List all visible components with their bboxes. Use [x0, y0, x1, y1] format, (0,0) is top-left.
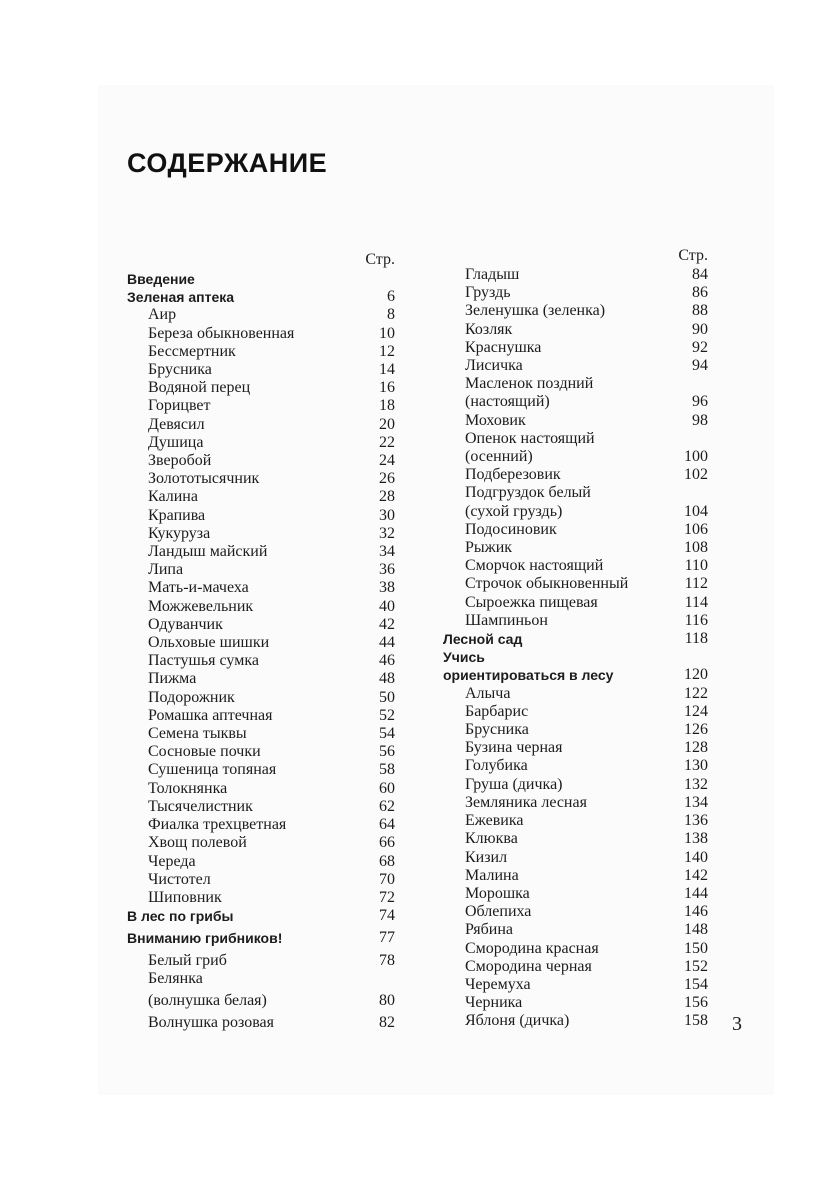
toc-entry-title: Облепиха: [465, 903, 532, 921]
toc-entry: [127, 834, 395, 852]
toc-entry-page: 112: [684, 575, 708, 593]
toc-column-left: [127, 250, 395, 1032]
toc-entry-page: 8: [387, 306, 395, 324]
toc-entry-title: (настоящий): [465, 393, 550, 411]
toc-entry-page: 142: [684, 866, 708, 884]
toc-entry: [443, 466, 708, 484]
toc-entry-page: 122: [684, 684, 708, 702]
toc-entry-page: 134: [684, 793, 708, 811]
toc-entry: [127, 929, 395, 947]
toc-entry-page: 116: [684, 611, 708, 629]
page-column-header: Стр.: [365, 251, 395, 268]
toc-entry-page: 90: [692, 320, 708, 338]
toc-entry-page: 110: [684, 557, 708, 575]
toc-entry-title: Введение: [127, 271, 195, 287]
toc-entry: [127, 416, 395, 434]
toc-entry-page: 16: [379, 379, 395, 397]
toc-entry-title: Брусника: [148, 361, 212, 379]
toc-entry-title: Душица: [148, 433, 204, 451]
toc-entry-title: Подорожник: [148, 688, 235, 706]
toc-entry-title: Толокнянка: [148, 779, 228, 797]
toc-entry-title: Ежевика: [465, 812, 524, 830]
toc-entry-title: Сморчок настоящий: [465, 557, 604, 575]
toc-entry-title: Краснушка: [465, 338, 542, 356]
toc-entry-page: 44: [379, 634, 395, 652]
toc-entry-title: Земляника лесная: [465, 793, 587, 811]
toc-entry-title: (осенний): [465, 448, 533, 466]
toc-entry-page: 52: [379, 706, 395, 724]
toc-entry-page: 152: [684, 957, 708, 975]
toc-entry-title: Бессмертник: [148, 342, 236, 360]
toc-entry-page: 114: [684, 593, 708, 611]
toc-entry: [127, 871, 395, 889]
toc-entry: [127, 670, 395, 688]
toc-entry-title: Вниманию грибников!: [127, 930, 283, 947]
toc-entry: [127, 343, 395, 361]
toc-entry-title: Смородина красная: [465, 939, 599, 957]
toc-entry-title: Кизил: [465, 848, 508, 866]
toc-entry-page: 104: [684, 502, 708, 520]
toc-entry: [127, 816, 395, 834]
toc-entry: [443, 921, 708, 939]
toc-entry: [127, 907, 395, 925]
toc-entry-title: Семена тыквы: [148, 725, 247, 743]
toc-entry-title: Береза обыкновенная: [148, 324, 295, 342]
toc-entry: [443, 830, 708, 848]
toc-entry-title: Смородина черная: [465, 957, 592, 975]
toc-entry-page: 126: [684, 721, 708, 739]
toc-entry-title: Калина: [148, 488, 198, 506]
toc-entry: [127, 507, 395, 525]
toc-entry: [127, 325, 395, 343]
toc-entry-title: Тысячелистник: [148, 797, 253, 815]
toc-entry: [443, 393, 708, 411]
toc-entry: [127, 634, 395, 652]
toc-entry: [443, 412, 708, 430]
toc-entry-title: Подгруздок белый: [465, 484, 591, 502]
toc-entry-page: 66: [379, 834, 395, 852]
toc-entry-page: 96: [692, 393, 708, 411]
toc-entry-title: Сосновые почки: [148, 743, 261, 761]
toc-entry-title: Крапива: [148, 506, 206, 524]
toc-entry-page: 28: [379, 488, 395, 506]
toc-entry: [443, 776, 708, 794]
toc-entry: [443, 721, 708, 739]
toc-entry-title: Ромашка аптечная: [148, 706, 273, 724]
toc-entry: [127, 1014, 395, 1032]
toc-entry: [443, 630, 708, 648]
toc-entry: [443, 284, 708, 302]
toc-entry-page: 136: [684, 812, 708, 830]
toc-entry-title: Горицвет: [148, 397, 211, 415]
toc-entry-title: Белый гриб: [148, 951, 227, 969]
toc-entry-page: 56: [379, 743, 395, 761]
toc-entry: [443, 321, 708, 339]
toc-entry-title: Чистотел: [148, 870, 211, 888]
toc-entry-title: (волнушка белая): [148, 991, 267, 1009]
toc-entry-page: 32: [379, 524, 395, 542]
toc-entry-page: 98: [692, 411, 708, 429]
toc-entry: [127, 543, 395, 561]
toc-entry-title: Белянка: [148, 969, 203, 987]
toc-entry-title: Брусника: [465, 721, 529, 739]
toc-entry: [443, 557, 708, 575]
toc-entry-page: 94: [692, 357, 708, 375]
toc-entry-page: 70: [379, 870, 395, 888]
toc-entry: [443, 885, 708, 903]
toc-entry-page: 34: [379, 543, 395, 561]
toc-entry-title: Волнушка розовая: [148, 1014, 274, 1032]
page-number: 3: [732, 1013, 742, 1035]
toc-entry-title: Можжевельник: [148, 597, 254, 615]
toc-entry: [127, 652, 395, 670]
toc-entry-title: Черемуха: [465, 975, 531, 993]
toc-entry-page: 80: [379, 991, 395, 1009]
toc-entry-title: Масленок поздний: [465, 375, 594, 393]
toc-entry: [443, 357, 708, 375]
toc-entry: [127, 397, 395, 415]
toc-entry: [443, 703, 708, 721]
toc-entry-page: 64: [379, 816, 395, 834]
toc-entry-page: 92: [692, 338, 708, 356]
toc-entry-page: 36: [379, 561, 395, 579]
toc-entry-title: Барбарис: [465, 702, 529, 720]
toc-entry-title: Рябина: [465, 921, 514, 939]
toc-entry: [443, 612, 708, 630]
toc-entry: [443, 594, 708, 612]
toc-entry: [127, 798, 395, 816]
toc-entry-page: 156: [684, 994, 708, 1012]
toc-entry-page: 84: [692, 266, 708, 283]
toc-entry-page: 77: [379, 929, 395, 947]
toc-entry-page: 158: [684, 1012, 708, 1030]
toc-entry-page: 102: [684, 466, 708, 484]
toc-entry-page: 86: [692, 284, 708, 302]
toc-entry: [127, 270, 395, 288]
toc-entry: [443, 1012, 708, 1030]
toc-entry-title: Фиалка трехцветная: [148, 816, 287, 834]
toc-entry-title: Подберезовик: [465, 466, 561, 484]
toc-entry-page: 140: [684, 848, 708, 866]
toc-entry-title: Шиповник: [148, 888, 222, 906]
toc-entry: [127, 707, 395, 725]
toc-entry-page: 88: [692, 302, 708, 320]
toc-entry-title: Череда: [148, 852, 196, 870]
toc-entry-page: 78: [379, 951, 395, 969]
toc-entry-title: Девясил: [148, 415, 205, 433]
toc-entry: [443, 849, 708, 867]
toc-entry-page: 42: [379, 615, 395, 633]
toc-entry: [443, 266, 708, 284]
toc-entry-page: 138: [684, 830, 708, 848]
toc-entry-page: 54: [379, 725, 395, 743]
toc-entry-title: Сыроежка пищевая: [465, 593, 598, 611]
toc-entry-page: 24: [379, 452, 395, 470]
toc-entry-page: 120: [684, 666, 708, 684]
toc-entry: [443, 575, 708, 593]
toc-entry-page: 60: [379, 779, 395, 797]
toc-entry: [127, 434, 395, 452]
toc-entry-page: 154: [684, 975, 708, 993]
toc-entry-title: Груздь: [465, 284, 511, 302]
toc-entry: [127, 379, 395, 397]
toc-entry: [443, 685, 708, 703]
toc-entry: [443, 503, 708, 521]
toc-entry-title: Одуванчик: [148, 615, 223, 633]
toc-entry-title: Черника: [465, 994, 523, 1012]
toc-entry-page: 106: [684, 520, 708, 538]
toc-entry: [127, 743, 395, 761]
toc-entry: [443, 940, 708, 958]
toc-entry: [443, 302, 708, 320]
toc-entry: [127, 598, 395, 616]
toc-entry-title: ориентироваться в лесу: [443, 667, 614, 684]
toc-entry: [443, 448, 708, 466]
toc-entry: [127, 761, 395, 779]
toc-entry-page: 48: [379, 670, 395, 688]
toc-entry: [443, 794, 708, 812]
toc-entry-title: В лес по грибы: [127, 908, 234, 925]
toc-entry-page: 10: [379, 324, 395, 342]
toc-entry: [127, 992, 395, 1010]
toc-entry-title: Сушеница топяная: [148, 761, 277, 779]
toc-entry-page: 118: [684, 630, 708, 648]
toc-entry-title: Лесной сад: [443, 631, 523, 648]
toc-entry-page: 144: [684, 884, 708, 902]
toc-entry: [127, 952, 395, 970]
toc-entry-page: 72: [379, 888, 395, 906]
toc-entry: [127, 288, 395, 306]
toc-entry: [127, 889, 395, 907]
toc-entry-title: Пастушья сумка: [148, 652, 259, 670]
toc-entry-page: 40: [379, 597, 395, 615]
toc-entry-title: Гладыш: [465, 266, 520, 283]
toc-entry-title: (сухой груздь): [465, 502, 563, 520]
toc-entry-title: Кукуруза: [148, 524, 211, 542]
toc-entry-title: Зверобой: [148, 452, 212, 470]
toc-entry-title: Рыжик: [465, 539, 513, 557]
toc-entry: [127, 780, 395, 798]
toc-entry: [443, 994, 708, 1012]
toc-entry: [443, 521, 708, 539]
toc-entry-page: 148: [684, 921, 708, 939]
toc-entry-title: Алыча: [465, 684, 511, 702]
toc-entry: [443, 757, 708, 775]
toc-entry: [127, 616, 395, 634]
toc-entry-title: Яблоня (дичка): [465, 1012, 570, 1030]
toc-entry-title: Липа: [148, 561, 184, 579]
toc-entry: [443, 430, 708, 448]
toc-entry: [127, 579, 395, 597]
toc-entry-page: 38: [379, 579, 395, 597]
toc-entry: [127, 853, 395, 871]
toc-entry-title: Аир: [148, 306, 177, 324]
toc-entry: [127, 306, 395, 324]
toc-entry: [443, 903, 708, 921]
toc-entry: [127, 725, 395, 743]
toc-entry-title: Опенок настоящий: [465, 429, 595, 447]
toc-entry-page: 58: [379, 761, 395, 779]
toc-entry-title: Моховик: [465, 411, 526, 429]
toc-entry: [443, 666, 708, 684]
toc-entry-page: 6: [387, 288, 395, 306]
toc-entry: [443, 539, 708, 557]
toc-entry-page: 20: [379, 415, 395, 433]
toc-entry: [443, 375, 708, 393]
toc-entry-title: Малина: [465, 866, 519, 884]
toc-entry-page: 14: [379, 361, 395, 379]
toc-entry: [127, 970, 395, 988]
toc-entry-title: Строчок обыкновенный: [465, 575, 629, 593]
toc-entry-title: Козляк: [465, 320, 513, 338]
toc-entry: [127, 525, 395, 543]
toc-entry-title: Груша (дичка): [465, 775, 563, 793]
toc-entry: [443, 648, 708, 666]
toc-entry: [443, 739, 708, 757]
toc-entry-page: 46: [379, 652, 395, 670]
toc-entry-title: Лисичка: [465, 357, 523, 375]
toc-entry-title: Золототысячник: [148, 470, 260, 488]
toc-entry-title: Подосиновик: [465, 520, 557, 538]
toc-entry: [443, 958, 708, 976]
toc-entry-page: 146: [684, 903, 708, 921]
toc-entry: [127, 561, 395, 579]
toc-entry-page: 130: [684, 757, 708, 775]
toc-entry-title: Хвощ полевой: [148, 834, 247, 852]
toc-entry-page: 150: [684, 939, 708, 957]
toc-entry: [127, 488, 395, 506]
toc-entry-title: Учись: [443, 649, 485, 666]
toc-entry-page: 132: [684, 775, 708, 793]
toc-entry-title: Зеленушка (зеленка): [465, 302, 606, 320]
toc-entry-page: 22: [379, 433, 395, 451]
toc-entry-title: Шампиньон: [465, 611, 548, 629]
page-column-header: Стр.: [678, 247, 708, 264]
toc-entry-title: Голубика: [465, 757, 528, 775]
toc-entry-page: 100: [684, 448, 708, 466]
toc-entry: [443, 339, 708, 357]
toc-entry: [443, 976, 708, 994]
toc-entry: [127, 452, 395, 470]
toc-entry-title: Ольховые шишки: [148, 634, 270, 652]
toc-entry-page: 124: [684, 702, 708, 720]
toc-entry-title: Мать-и-мачеха: [148, 579, 249, 597]
page-title: СОДЕРЖАНИЕ: [127, 148, 328, 178]
toc-entry-page: 108: [684, 539, 708, 557]
toc-entry-page: 62: [379, 797, 395, 815]
toc-entry: [443, 867, 708, 885]
toc-entry-page: 26: [379, 470, 395, 488]
toc-entry-title: Клюква: [465, 830, 518, 848]
toc-entry-title: Бузина черная: [465, 739, 563, 757]
toc-entry-page: 18: [379, 397, 395, 415]
toc-entry-page: 74: [379, 907, 395, 925]
toc-entry-page: 50: [379, 688, 395, 706]
toc-entry-page: 12: [379, 342, 395, 360]
toc-entry-title: Водяной перец: [148, 379, 251, 397]
toc-entry: [443, 812, 708, 830]
toc-entry-title: Морошка: [465, 884, 530, 902]
toc-entry: [443, 484, 708, 502]
toc-entry: [127, 361, 395, 379]
toc-entry-title: Зеленая аптека: [127, 289, 235, 306]
toc-entry-page: 82: [379, 1014, 395, 1032]
toc-entry: [127, 470, 395, 488]
toc-entry-page: 30: [379, 506, 395, 524]
toc-column-right: [443, 246, 708, 1031]
toc-entry-page: 68: [379, 852, 395, 870]
toc-entry: [127, 689, 395, 707]
toc-entry-title: Ландыш майский: [148, 543, 268, 561]
toc-entry-page: 128: [684, 739, 708, 757]
toc-entry-title: Пижма: [148, 670, 197, 688]
